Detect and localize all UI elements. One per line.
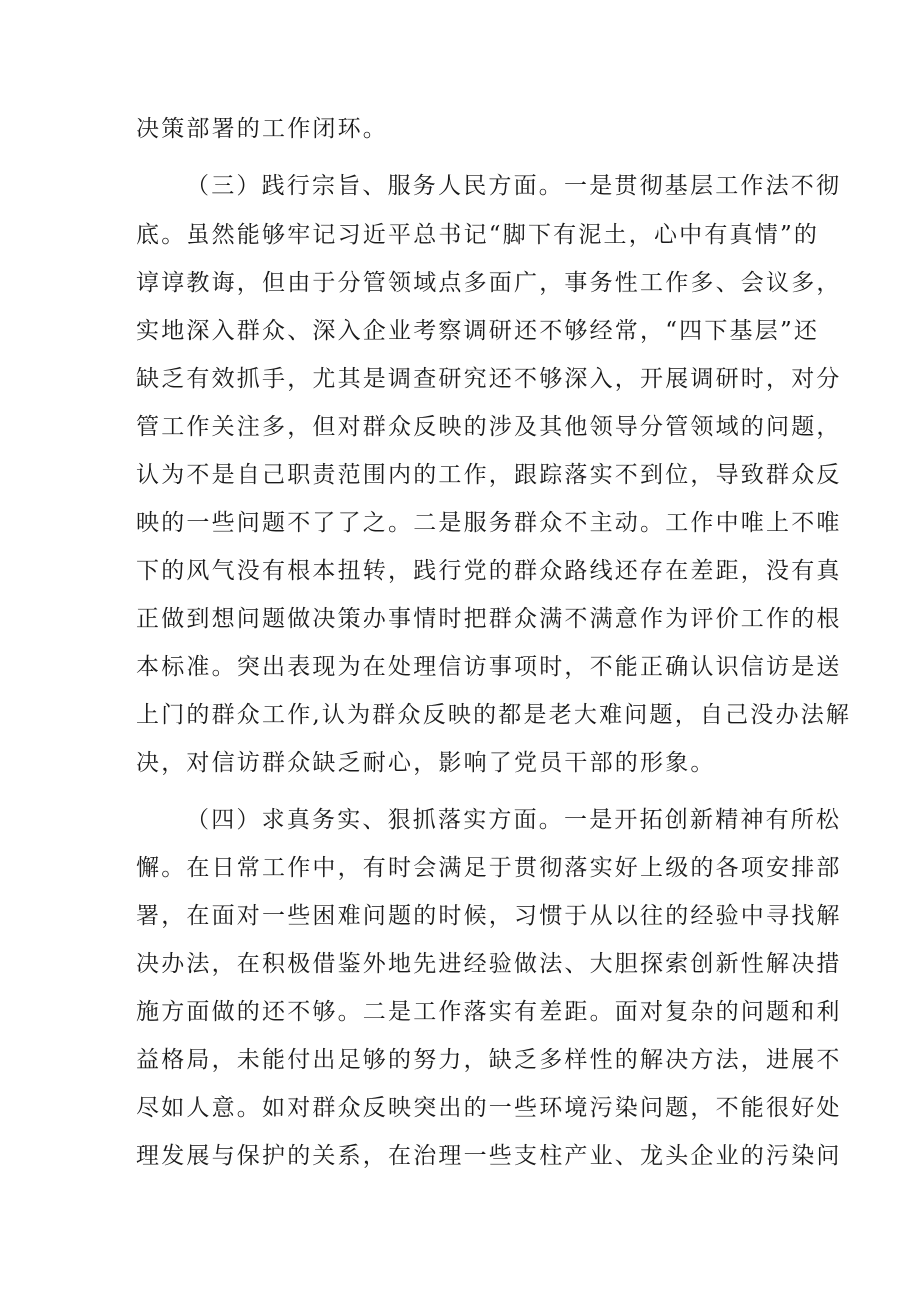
text-line: 懈。在日常工作中，有时会满足于贯彻落实好上级的各项安排部	[136, 855, 842, 881]
text-line: 认为不是自己职责范围内的工作，跟踪落实不到位，导致群众反	[136, 462, 842, 488]
section-heading-line: （四）求真务实、狠抓落实方面。一是开拓创新精神有所松	[186, 807, 842, 833]
text-line: 上门的群众工作,认为群众反映的都是老大难问题，自己没办法解	[136, 702, 852, 728]
text-line: 底。虽然能够牢记习近平总书记“脚下有泥土，心中有真情”的	[136, 222, 820, 248]
text-line: 署，在面对一些困难问题的时候，习惯于从以往的经验中寻找解	[136, 903, 842, 929]
text-line: 决策部署的工作闭环。	[136, 116, 388, 142]
text-line: 下的风气没有根本扭转，践行党的群众路线还存在差距，没有真	[136, 558, 842, 584]
text-line: 映的一些问题不了了之。二是服务群众不主动。工作中唯上不唯	[136, 510, 842, 536]
text-line: 施方面做的还不够。二是工作落实有差距。面对复杂的问题和利	[136, 999, 842, 1025]
text-line: 益格局，未能付出足够的努力，缺乏多样性的解决方法，进展不	[136, 1047, 842, 1073]
text-line: 谆谆教诲，但由于分管领域点多面广，事务性工作多、会议多，	[136, 270, 842, 296]
text-line: 理发展与保护的关系，在治理一些支柱产业、龙头企业的污染问	[136, 1143, 842, 1169]
text-line: 本标准。突出表现为在处理信访事项时，不能正确认识信访是送	[136, 654, 842, 680]
text-line: 正做到想问题做决策办事情时把群众满不满意作为评价工作的根	[136, 606, 842, 632]
section-heading-line: （三）践行宗旨、服务人民方面。一是贯彻基层工作法不彻	[186, 173, 842, 199]
text-line: 决办法，在积极借鉴外地先进经验做法、大胆探索创新性解决措	[136, 951, 842, 977]
text-line: 实地深入群众、深入企业考察调研还不够经常，“四下基层”还	[136, 318, 820, 344]
text-line: 管工作关注多，但对群众反映的涉及其他领导分管领域的问题，	[136, 414, 842, 440]
text-line: 决，对信访群众缺乏耐心，影响了党员干部的形象。	[136, 750, 716, 776]
text-line: 尽如人意。如对群众反映突出的一些环境污染问题，不能很好处	[136, 1095, 842, 1121]
text-line: 缺乏有效抓手，尤其是调查研究还不够深入，开展调研时，对分	[136, 366, 842, 392]
